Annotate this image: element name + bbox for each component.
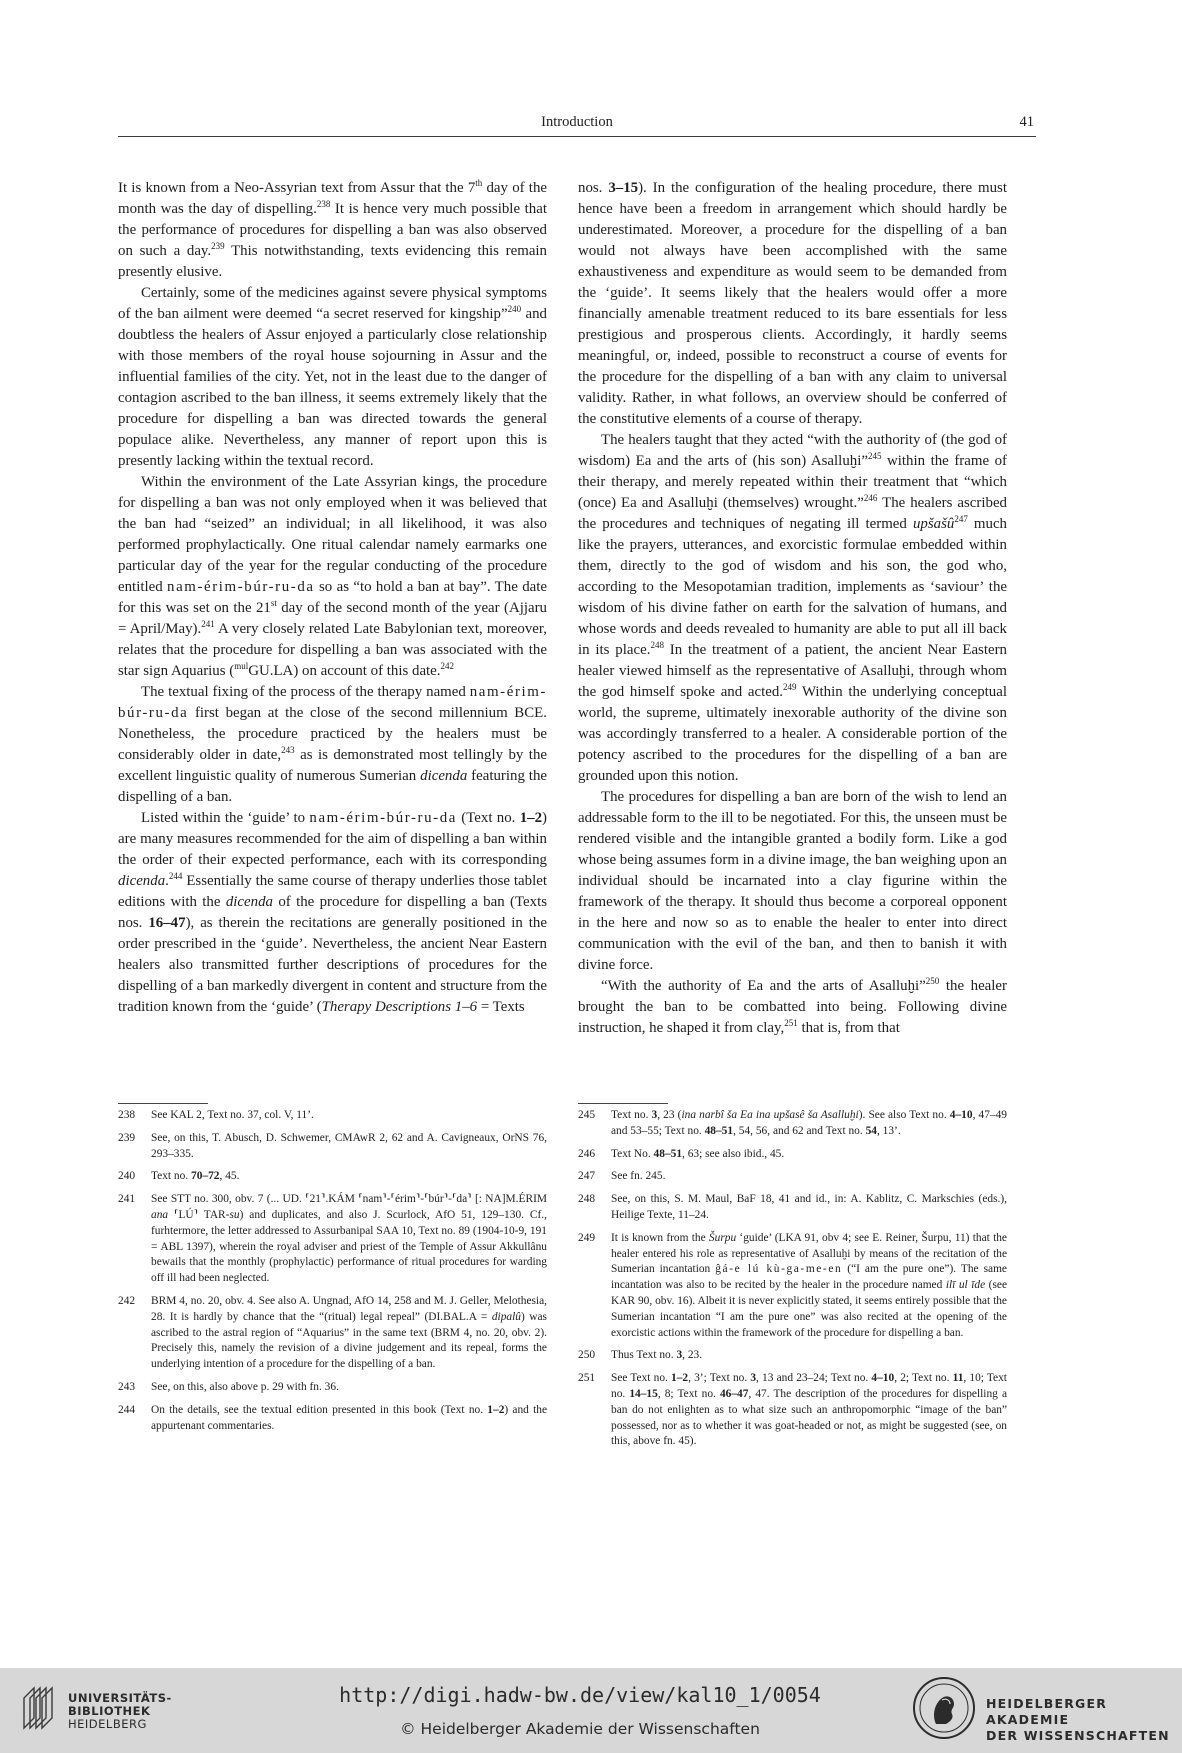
footnote-number: 250: [578, 1349, 596, 1362]
paragraph: The textual fixing of the process of the therapy named nam-érim-búr-ru-da first began at the close of the second millennium BCE. Nonetheless, the procedure practiced by the healers must be considerably older in date,$^{243}$ as is demonstrated most tellingly by the excellent linguistic quality of numerous Sumerian dicenda featuring the dispelling of a ban.: [118, 684, 548, 805]
running-head-title: Introduction: [541, 114, 613, 130]
footnote-number: 249: [578, 1231, 596, 1244]
footnotes-right: [578, 1108, 1007, 1457]
footnote-text: Text no. 70–72, 45.: [151, 1170, 240, 1183]
footnote-text: Text no. 3, 23 (ina narbî ša Ea ina upšasê ša Asalluḫi). See also Text no. 4–10, 47–49 and 53–55; Text no. 48–51, 54, 56, and 62 and Text no. 54, 13’.: [611, 1109, 1007, 1137]
footnote-number: 240: [118, 1170, 136, 1183]
footnote-text: On the details, see the textual edition presented in this book (Text no. 1–2) and the appurtenant commentaries.: [151, 1403, 547, 1432]
footnote: [578, 1231, 1007, 1342]
footnote: [118, 1131, 547, 1163]
footnote-text: See Text no. 1–2, 3’; Text no. 3, 13 and 23–24; Text no. 4–10, 2; Text no. 11, 10; Text no. 14–15, 8; Text no. 46–47, 47. The description of the procedures for dispelling a ban do not enlighten as to what size such an anthropomorphic “image of the ban” possessed, nor as to whether it was goat-headed or not, as might be suggested (see, on this, above fn. 45).: [611, 1372, 1007, 1448]
footnote-number: 243: [118, 1380, 136, 1393]
library-name-line: BIBLIOTHEK: [68, 1704, 151, 1718]
footnote-text: See, on this, T. Abusch, D. Schwemer, CMAwR 2, 62 and A. Cavigneaux, OrNS 76, 293–335.: [151, 1131, 547, 1160]
copyright-notice: © Heidelberger Akademie der Wissenschaften: [400, 1720, 760, 1738]
library-name-line: UNIVERSITÄTS-: [68, 1691, 172, 1705]
footnote-number: 246: [578, 1147, 596, 1160]
footnote-text: See STT no. 300, obv. 7 (... UD. ⸢21⸣.KÁM ⸢nam⸣-⸢érim⸣-⸢búr⸣-⸢da⸣ [: NA]M.ÉRIM ana ⸢LÚ⸣ TAR-su) and duplicates, and also J. Scurlock, AfO 51, 129–130. Cf., furhtermore, the letter addressed to Assurbanipal SAA 10, Text no. 89 (1904-10-9, 191 = ABL 1397), wherein the royal adviser and priest of the Temple of Assur Akkullânu bewails that the monthly (prophylactic) performance of ritual procedures for warding off ill had been neglected.: [151, 1193, 547, 1285]
left-column: [118, 178, 547, 1018]
footnote-number: 239: [118, 1131, 136, 1144]
running-head: [118, 112, 1036, 137]
academy-name: [986, 1696, 1182, 1744]
paragraph: It is known from a Neo-Assyrian text from Assur that the 7th day of the month was the day of dispelling.$^{238}$ It is hence very much possible that the performance of procedures for dispelling a ban was also observed on such a day.$^{239}$ This notwithstanding, texts evidencing this remain presently elusive.: [118, 178, 548, 280]
footnote: [578, 1108, 1007, 1140]
page-number: 41: [1019, 114, 1034, 130]
footnote-number: 238: [118, 1109, 136, 1121]
academy-name-line: HEIDELBERGER AKADEMIE: [986, 1696, 1108, 1727]
footnotes-left: [118, 1108, 547, 1441]
footnote: [118, 1108, 547, 1124]
footnote: [118, 1403, 547, 1435]
footnote-text: See, on this, also above p. 29 with fn. 36.: [151, 1380, 339, 1393]
paragraph: The healers taught that they acted “with the authority of (the god of wisdom) Ea and the arts of (his son) Asalluḫi”$^{245}$ within the frame of their therapy, and merely repeated within their treatment that “which (once) Ea and Asalluḫi (themselves) wrought.”$^{246}$ The healers ascribed the procedures and techniques of negating ill termed upšašû$^{247}$ much like the prayers, utterances, and exorcistic formulae embedded within them, directly to the god of wisdom and his son, the god who, according to the Mesopotamian tradition, implements as ‘saviour’ the wisdom of his divine father on earth for the salvation of humans, and whose words and deeds revealed to humanity are able to put all ill back in its place.$^{248}$ In the treatment of a patient, the ancient Near Eastern healer viewed himself as the representative of Asalluḫi, through whom the god himself spoke and acted.$^{249}$ Within the underlying conceptual world, the supreme, ultimately inexorable authority of the divine son was accordingly transferred to a healer. A considerable portion of the potency ascribed to the procedures for the dispelling of a ban are grounded upon this notion.: [578, 432, 1007, 784]
footnote: [118, 1169, 547, 1185]
footnote-text: BRM 4, no. 20, obv. 4. See also A. Ungnad, AfO 14, 258 and M. J. Geller, Melothesia, 28. It is hardly by chance that the “(ritual) legal repeal” (DI.BAL.A = dipalû) was ascribed to the astral region of “Aquarius” in the same text (BRM 4, no. 20, obv. 2). Precisely this, namely the revision of a divine judgement and its repeal, forms the underlying intention of a procedure for the dispelling of a ban.: [151, 1294, 547, 1371]
footnote-rule: [118, 1103, 208, 1104]
footnote-text: Thus Text no. 3, 23.: [611, 1349, 703, 1362]
footnote-rule: [578, 1103, 668, 1104]
paragraph: Certainly, some of the medicines against severe physical symptoms of the ban ailment were deemed “a secret reserved for kingship”$^{240}$ and doubtless the healers of Assur enjoyed a particularly close relationship with those members of the royal house sojourning in Assur and the influential families of the city. Yet, not in the least due to the danger of contagion ascribed to the ban illness, it seems extremely likely that the procedure for dispelling a ban was directed towards the general populace alike. Nevertheless, any manner of report upon this is presently lacking within the textual record.: [118, 285, 547, 469]
footnote-number: 248: [578, 1193, 596, 1206]
footnote-text: See, on this, S. M. Maul, BaF 18, 41 and id., in: A. Kablitz, C. Markschies (eds.), Heilige Texte, 11–24.: [611, 1193, 1007, 1221]
viewer-footer: [0, 1668, 1182, 1753]
university-library-logo[interactable]: [20, 1678, 170, 1738]
paragraph: nos. 3–15). In the configuration of the healing procedure, there must hence have been a freedom in arrangement which should hardly be underestimated. Moreover, a procedure for the dispelling of a ban would not always have been accomplished with the same exhaustiveness and expenditure as would seem to be demanded from the ‘guide’. It seems likely that the healers would offer a more financially amenable treatment reduced to its bare essentials for less prestigious and prosperous clients. Accordingly, it hardly seems meaningful, or, indeed, possible to reconstruct a course of events for the procedure for the dispelling of a ban with any claim to universal validity. Rather, in what follows, an overview should be conferred of the constitutive elements of a course of therapy.: [578, 180, 1007, 427]
paragraph: “With the authority of Ea and the arts of Asalluḫi”$^{250}$ the healer brought the ban to be combatted into being. Following divine instruction, he shaped it from clay,$^{251}$ that is, from that: [578, 976, 1007, 1036]
academy-seal-icon[interactable]: [912, 1676, 976, 1740]
academy-name-line: DER WISSENSCHAFTEN: [986, 1728, 1170, 1743]
footnote: [118, 1294, 547, 1373]
document-url-link[interactable]: http://digi.hadw-bw.de/view/kal10_1/0054: [339, 1683, 821, 1707]
footnote-number: 242: [118, 1294, 136, 1307]
library-name-line: HEIDELBERG: [68, 1717, 147, 1731]
footnote: [118, 1380, 547, 1396]
footnote: [118, 1192, 547, 1287]
footnote: [578, 1348, 1007, 1364]
footnote: [578, 1371, 1007, 1450]
university-library-name: [68, 1692, 172, 1731]
footnote-number: 244: [118, 1403, 136, 1416]
footnote: [578, 1147, 1007, 1163]
footnote-number: 241: [118, 1193, 136, 1206]
footnote-number: 245: [578, 1109, 596, 1121]
footnote: [578, 1192, 1007, 1224]
footnote: [578, 1169, 1007, 1185]
footnote-number: 251: [578, 1372, 596, 1385]
footnote-text: It is known from the Šurpu ‘guide’ (LKA 91, obv 4; see E. Reiner, Šurpu, 11) that the healer entered his role as representative of Asalluḫi by means of the recitation of the Sumerian incantation ĝá-e lú kù-ga-me-en (“I am the pure one”). The same incantation was also to be recited by the healer in the procedure named ilī ul īde (see KAR 90, obv. 16). Albeit it is never explicitly stated, it seems entirely possible that the Sumerian incantation “I am the pure one” was also recited at the opening of the exorcistic actions within the framework of the procedure for dispelling a ban.: [611, 1231, 1007, 1339]
paragraph: The procedures for dispelling a ban are born of the wish to lend an addressable form to the ill to be negotiated. For this, the unseen must be rendered visible and the intangible granted a bodily form. Like a god whose being assumes form in a divine image, the ban weighing upon an individual should be incarnated into a clay figurine within the framework of the therapy. It should thus become a corporeal opponent in the here and now so as to enable the healer to enter into direct communication with the evil of the ban, and then to banish it with divine force.: [578, 789, 1007, 973]
right-column: [578, 178, 1007, 1039]
footnote-number: 247: [578, 1170, 596, 1183]
paragraph: Within the environment of the Late Assyrian kings, the procedure for dispelling a ban was not only employed when it was believed that the ban had “seized” an individual; in all likelihood, it was also performed prophylactically. One ritual calendar namely earmarks one particular day of the year for the regular conducting of the procedure entitled nam-érim-búr-ru-da so as “to hold a ban at bay”. The date for this was set on the 21st day of the second month of the year (Ajjaru = April/May).$^{241}$ A very closely related Late Babylonian text, moreover, relates that the procedure for dispelling a ban was associated with the star sign Aquarius ($^{mul}$GU.LA) on account of this date.$^{242}$: [118, 474, 548, 679]
paragraph: Listed within the ‘guide’ to nam-érim-búr-ru-da (Text no. 1–2) are many measures recommended for the aim of dispelling a ban within the order of their expected performance, each with its corresponding dicenda.$^{244}$ Essentially the same course of therapy underlies those tablet editions with the dicenda of the procedure for dispelling a ban (Texts nos. 16–47), as therein the recitations are generally positioned in the order prescribed in the ‘guide’. Nevertheless, the ancient Near Eastern healers also transmitted further descriptions of procedures for the dispelling of a ban markedly divergent in content and structure from the tradition known from the ‘guide’ (Therapy Descriptions 1–6 = Texts: [118, 810, 548, 1015]
library-books-icon: [20, 1684, 62, 1730]
footnote-text: See fn. 245.: [611, 1170, 666, 1183]
footnote-text: See KAL 2, Text no. 37, col. V, 11’.: [151, 1109, 314, 1121]
footnote-text: Text No. 48–51, 63; see also ibid., 45.: [611, 1147, 785, 1160]
